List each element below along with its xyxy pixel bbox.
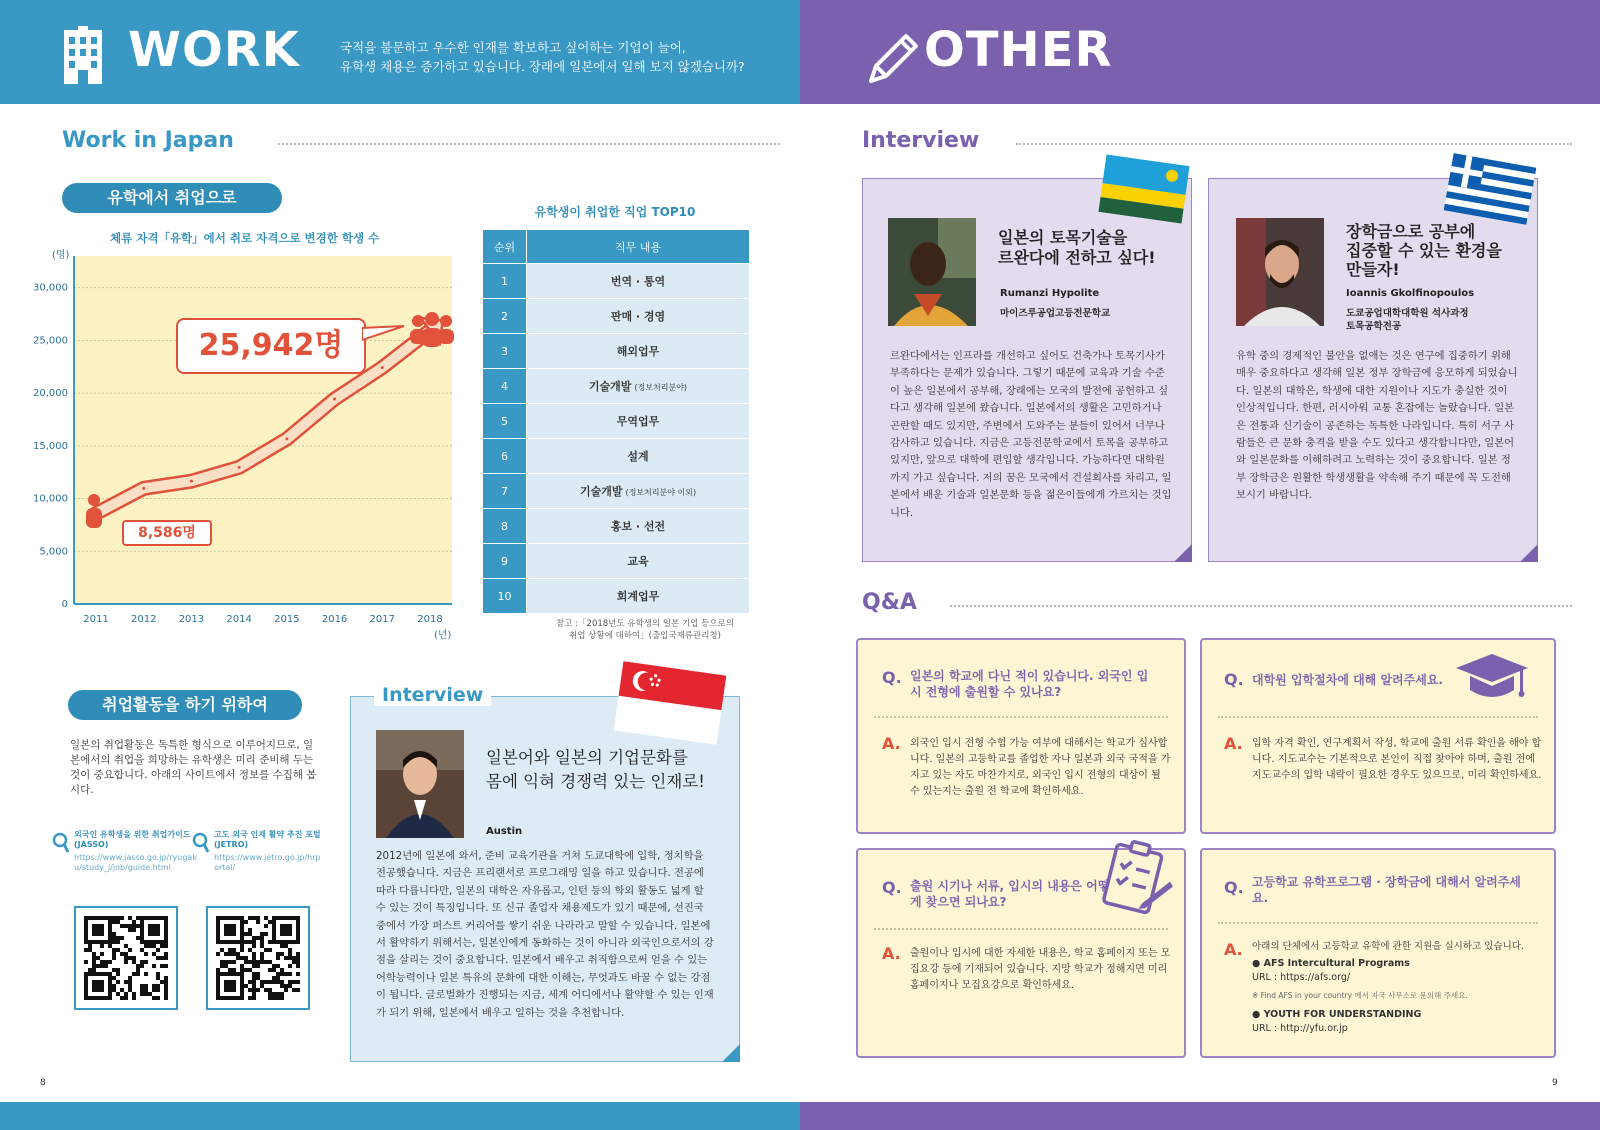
qa-divider [1218,716,1538,718]
link-jasso-name: 외국인 유학생을 위한 취업가이드(JASSO) [74,830,191,849]
table-source-note [540,618,750,642]
divider [950,605,1572,607]
qa2-question: 대학원 입학절차에 대해 알려주세요. [1252,673,1443,687]
a-label: A. [1224,940,1243,959]
page-fold [1520,544,1538,562]
table-row [483,439,750,474]
building-icon [64,26,102,84]
qa3-question: 출원 시기나 서류, 입시의 내용은 어떻게 찾으면 되나요? [910,879,1110,909]
rumanzi-headline [998,228,1156,268]
job-cell [527,369,750,404]
footer-bar-other [800,1102,1600,1130]
x-tick-label: 2016 [321,614,348,625]
callout-2018: 25,942명 [176,318,366,374]
job-cell [527,404,750,439]
austin-photo [376,730,464,838]
x-axis-label: (년) [434,630,452,641]
other-title: OTHER [924,22,1113,78]
x-tick-label: 2018 [417,614,443,625]
a-label: A. [882,944,901,963]
graduation-cap-icon [1454,648,1530,708]
x-tick-label: 2015 [274,614,300,625]
qa4-answer [1252,940,1548,1036]
top10-title: 유학생이 취업한 직업 TOP10 [534,205,696,219]
job-hunting-text: 일본의 취업활동은 독특한 형식으로 이루어지므로, 일본에서의 취업을 희망하는 유학생은 미리 준비해 두는 것이 중요합니다. 아래의 사이트에서 정보를 수집해 봅시다. [70,739,317,796]
job-label: 무역업무 [616,415,660,428]
table-row [483,474,750,509]
callout-2011: 8,586명 [122,520,212,546]
work-header [0,0,800,104]
rumanzi-headline-line1: 일본의 토목기술을 [998,228,1128,247]
ioannis-school [1346,307,1469,333]
table-row [483,544,750,579]
job-label: 번역 · 통역 [610,275,666,288]
link-jetro-name: 고도 외국 인재 활약 추진 포털 (JETRO) [214,830,321,849]
x-tick-label: 2014 [226,614,252,625]
ioannis-headline-line3: 만들자! [1346,260,1400,279]
ioannis-photo [1236,218,1324,326]
rwanda-flag-icon [1098,154,1189,223]
table-row [483,579,750,614]
q-label: Q. [882,878,902,897]
page-number-right: 9 [1552,1078,1558,1088]
ioannis-school-line1: 도쿄공업대학대학원 석사과정 [1346,308,1469,319]
table-row [483,404,750,439]
rumanzi-headline-line2: 르완다에 전하고 싶다! [998,248,1156,267]
y-axis-label: (명) [52,250,70,261]
table-row [483,299,750,334]
rank-cell: 8 [483,509,527,544]
plot-background [74,256,452,604]
qa1-question: 일본의 학교에 다닌 적이 있습니다. 외국인 입시 전형에 출원할 수 있나요? [910,669,1149,699]
rank-cell: 4 [483,369,527,404]
job-label: 설계 [627,450,649,463]
ioannis-body: 유학 중의 경제적인 불안을 없애는 것은 연구에 집중하기 위해 매우 중요하다고 생각해 일본 정부 장학금에 응모하게 되었습니다. 일본의 대학은, 학생에 대한 지원이나 지도가 충실한 것이 인상적입니다. 한편, 러시아워 교통 혼잡에는 놀랐습니다. 일본은 전통과 신기술이 공존하는 독특한 나라입니다. 특히 서구 사람들은 큰 문화 충격을 받을 수도 있다고 생각합니다만, 일본어와 일본문화를 이해하려고 노력하는 것이 중요합니다. 일본 정부 장학금은 원활한 학생생활을 약속해 주기 때문에 꼭 도전해 보시기 바랍니다. [1236,350,1518,502]
rank-cell: 1 [483,264,527,299]
rank-cell: 5 [483,404,527,439]
rumanzi-school: 마이즈루공업고등전문학교 [1000,308,1111,319]
qa-title: Q&A [862,590,917,615]
rumanzi-body: 르완다에서는 인프라를 개선하고 싶어도 건축가나 토목기사가 부족하다는 문제가 있습니다. 그렇기 때문에 교육과 기술 수준이 높은 일본에서 공부해, 장래에는 모국의 발전에 공헌하고 싶다고 생각해 일본에 왔습니다. 일본에서의 생활은 고민하거나 곤란할 때도 있지만, 주변에서 도와주는 분들이 있어서 너무나 감사하고 있습니다. 지금은 고등전문학교에서 토목을 공부하고 있지만, 앞으로 대학에 편입할 생각입니다. 가능하다면 대학원까지 가고 싶습니다. 저의 꿈은 모국에서 건설회사를 차리고, 일본에서 배운 기술과 일본문화 등을 젊은이들에게 가르치는 것입니다. [890,350,1172,519]
ioannis-name: Ioannis Gkolfinopoulos [1346,288,1475,299]
work-in-japan-title: Work in Japan [62,128,234,153]
qa-divider [874,716,1168,718]
data-point [333,398,336,401]
job-label: 기술개발 [588,380,632,393]
x-tick-label: 2017 [369,614,396,625]
y-tick-label: 15,000 [33,440,68,452]
y-tick-label: 30,000 [33,282,68,294]
rank-cell: 7 [483,474,527,509]
pencil-icon [866,26,924,84]
a-label: A. [882,734,901,753]
callout-pointer [362,324,406,344]
q-label: Q. [882,668,902,687]
rank-cell: 3 [483,334,527,369]
data-point [142,487,145,490]
work-title: WORK [128,22,300,78]
search-icon [192,832,210,854]
q-label: Q. [1224,878,1244,897]
ioannis-headline-line2: 집중할 수 있는 환경을 [1346,241,1502,260]
group-people-icon [408,312,456,348]
job-label: 해외업무 [616,345,660,358]
chart-subtitle: 체류 자격「유학」에서 취로 자격으로 변경한 학생 수 [110,231,380,245]
work-description [340,38,790,76]
footer-bar-work [0,1102,800,1130]
job-cell [527,474,750,509]
person-icon [84,494,104,528]
job-cell [527,264,750,299]
job-header: 직무 내용 [527,230,750,264]
link-jetro[interactable] [214,830,324,873]
ioannis-headline-line1: 장학금으로 공부에 [1346,222,1476,241]
link-jetro-url[interactable]: https://www.jetro.go.jp/hrportal/ [214,853,321,872]
table-row [483,264,750,299]
job-note: (정보처리분야 이외) [625,488,697,497]
table-row [483,334,750,369]
divider [1016,143,1572,145]
qr-pattern [84,916,168,1000]
link-jasso[interactable] [74,830,199,873]
data-point [285,437,288,440]
singapore-flag-icon [614,661,727,745]
page-fold [722,1044,740,1062]
search-icon [52,832,70,854]
qr-code-jasso[interactable] [74,906,178,1010]
other-interview-title: Interview [862,128,980,153]
ioannis-headline [1346,222,1502,279]
work-desc-line1: 국적을 불문하고 우수한 인재를 확보하고 싶어하는 기업이 늘어, [340,40,686,55]
job-label: 판매 · 경영 [610,310,666,323]
table-row [483,509,750,544]
page-fold [1174,544,1192,562]
qr-pattern [216,916,300,1000]
q-label: Q. [1224,670,1244,689]
qa-divider [1218,922,1538,924]
job-cell [527,579,750,614]
data-point [238,466,241,469]
table-row [483,369,750,404]
y-tick-label: 25,000 [33,335,68,347]
link-jasso-url[interactable]: https://www.jasso.go.jp/ryugaku/study_j/job/guide.html [74,853,197,872]
study-to-work-pill: 유학에서 취업으로 [62,183,282,213]
rank-cell: 2 [483,299,527,334]
y-tick-label: 20,000 [33,388,68,400]
austin-name: Austin [486,826,523,837]
job-cell [527,439,750,474]
austin-body: 2012년에 일본에 와서, 준비 교육기관을 거쳐 도쿄대학에 입학, 정치학을 전공했습니다. 지금은 프리랜서로 프로그래밍 일을 하고 있습니다. 전공에 따라 다릅니다만, 일본의 대학은 자유롭고, 인턴 등의 학외 활동도 넓게 할 수 있는 것이 특징입니다. 또 신규 졸업자 채용제도가 있기 때문에, 선진국 중에서 가장 퍼스트 커리어를 쌓기 쉬운 나라라고 말할 수 있습니다. 일본에서 활약하기 위해서는, 일본인에게 동화하는 것이 아니라 외국인으로서의 강점을 살리는 것이 중요합니다. 일본에서 배우고 취직함으로써 얻을 수 있는 어학능력이나 일본 특유의 문화에 대한 이해는, 무엇과도 바꿀 수 없는 강점이 됩니다. 글로벌화가 진행되는 지금, 세계 어디에서나 활약할 수 있는 인재가 되기 위해, 일본에서 배우고 일하는 것을 추천합니다. [376,850,714,1019]
page-number-left: 8 [40,1078,46,1088]
divider [278,143,780,145]
interview-label: Interview [374,684,491,706]
x-tick-label: 2011 [83,614,109,625]
austin-headline-line1: 일본어와 일본의 기업문화를 [486,748,688,767]
job-label: 회계업무 [616,590,660,603]
afs-note: ※ Find AFS in your country 에서 자국 사무소로 문의해 주세요. [1252,991,1468,1000]
qa-divider [874,928,1168,930]
x-tick-label: 2013 [178,614,205,625]
x-tick-label: 2012 [130,614,157,625]
y-tick-label: 5,000 [39,546,68,558]
rank-cell: 6 [483,439,527,474]
rumanzi-name: Rumanzi Hypolite [1000,288,1100,299]
top10-table [482,229,750,614]
qr-code-jetro[interactable] [206,906,310,1010]
note-line2: 취업 상황에 대하여」(출입국재류관리청) [569,631,721,641]
work-desc-line2: 유학생 채용은 증가하고 있습니다. 장래에 일본에서 일해 보지 않겠습니까? [340,59,745,74]
employment-chart [30,248,470,653]
rank-header: 순위 [483,230,527,264]
y-tick-label: 10,000 [33,493,68,505]
qa4-question: 고등학교 유학프로그램 · 장학금에 대해서 알려주세요. [1252,875,1521,905]
rank-cell: 10 [483,579,527,614]
job-label: 교육 [627,555,649,568]
job-cell [527,299,750,334]
austin-headline [486,746,705,794]
yfu-name: ● YOUTH FOR UNDERSTANDING [1252,1009,1422,1020]
afs-url[interactable]: URL : https://afs.org/ [1252,972,1351,983]
job-note: (정보처리분야) [634,383,688,392]
qa1-answer: 외국인 입시 전형 수험 가능 여부에 대해서는 학교가 심사합니다. 일본의 고등학교를 졸업한 자나 일본과 외국 국적을 가지고 있는 자도 마찬가지로, 외국인 입시 전형의 대상이 될 수 있는지는 출원 전 학교에 확인하세요. [910,738,1171,797]
data-point [190,480,193,483]
data-point [381,366,384,369]
job-hunting-pill: 취업활동을 하기 위하여 [68,690,302,720]
rank-cell: 9 [483,544,527,579]
job-label: 기술개발 [579,485,623,498]
job-cell [527,544,750,579]
ioannis-school-line2: 토목공학전공 [1346,321,1402,332]
afs-name: ● AFS Intercultural Programs [1252,958,1410,969]
rumanzi-photo [888,218,976,326]
job-cell [527,334,750,369]
job-cell [527,509,750,544]
yfu-url[interactable]: URL : http://yfu.or.jp [1252,1023,1348,1034]
qa2-answer: 입학 자격 확인, 연구계획서 작성, 학교에 출원 서류 확인을 해야 합니다. 지도교수는 기본적으로 본인이 직접 찾아야 하며, 출원 전에 지도교수의 입학 내락이 필요한 경우도 있으므로, 미리 확인하세요. [1252,738,1542,781]
note-line1: 참고 :「2018년도 유학생의 일본 기업 등으로의 [556,619,734,629]
austin-headline-line2: 몸에 익혀 경쟁력 있는 인재로! [486,772,705,791]
a-label: A. [1224,734,1243,753]
qa3-answer: 출원이나 입시에 대한 자세한 내용은, 학교 홈페이지 또는 모집요강 등에 기재되어 있습니다. 지망 학교가 정해지면 미리 홈페이지나 모집요강으로 확인하세요. [910,948,1171,991]
y-tick-label: 0 [61,599,68,610]
other-header [800,0,1600,104]
job-label: 홍보 · 선전 [610,520,666,533]
qa4-answer-intro: 아래의 단체에서 고등학교 유학에 관한 지원을 실시하고 있습니다. [1252,941,1524,952]
